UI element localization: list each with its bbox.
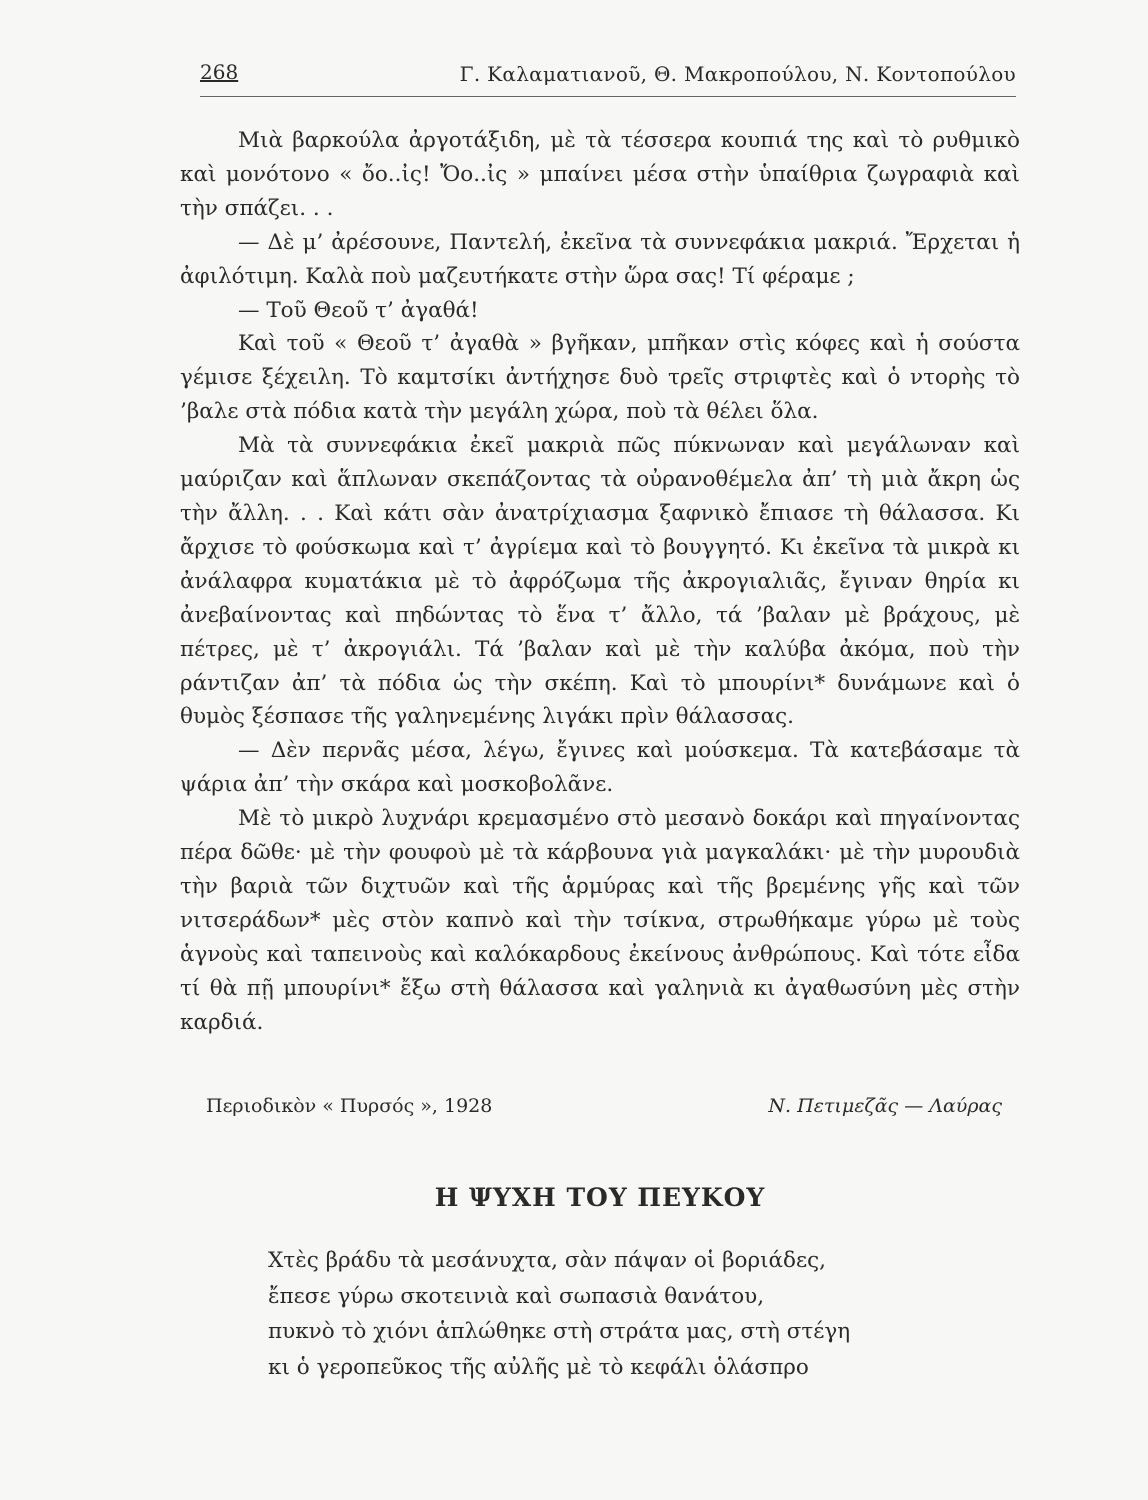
prose-section: [180, 124, 1020, 1039]
paragraph: Καὶ τοῦ « Θεοῦ τ’ ἀγαθὰ » βγῆκαν, μπῆκαν στὶς κόφες καὶ ἡ σούστα γέμισε ξέχειλη. Τὸ καμτσίκι ἀντήχησε δυὸ τρεῖς στριφτὲς καὶ ὁ ντορὴς τὸ ’βαλε στὰ πόδια κατὰ τὴν μεγάλη χώρα, ποὺ τὰ θέλει ὅλα.: [180, 331, 1020, 425]
page-header: [200, 60, 1016, 97]
poem-title: Η ΨΥΧΗ ΤΟΥ ΠΕΥΚΟΥ: [434, 1183, 766, 1212]
paragraph: — Τοῦ Θεοῦ τ’ ἀγαθά!: [238, 297, 479, 323]
page-number: 268: [200, 60, 239, 84]
running-head: Γ. Καλαματιανοῦ, Θ. Μακροπούλου, Ν. Κοντοπούλου: [459, 62, 1016, 86]
paragraph: Μὲ τὸ μικρὸ λυχνάρι κρεμασμένο στὸ μεσανὸ δοκάρι καὶ πηγαίνοντας πέρα δῶθε· μὲ τὴν φουφοὺ μὲ τὰ κάρβουνα γιὰ μαγκαλάκι· μὲ τὴν μυρουδιὰ τὴν βαριὰ τῶν διχτυῶν καὶ τῆς ἁρμύρας καὶ τῆς βρεμένης γῆς καὶ τῶν νιτσεράδων* μὲς στὸν καπνὸ καὶ τὴν τσίκνα, στρωθήκαμε γύρω μὲ τοὺς ἁγνοὺς καὶ ταπεινοὺς καὶ καλόκαρδους ἐκείνους ἀνθρώπους. Καὶ τότε εἶδα τί θὰ πῇ μπουρίνι* ἔξω στὴ θάλασσα καὶ γαληνιὰ κι ἀγαθωσύνη μὲς στὴν καρδιά.: [180, 806, 1020, 1035]
poem-line: πυκνὸ τὸ χιόνι ἁπλώθηκε στὴ στράτα μας, στὴ στέγη: [268, 1319, 851, 1344]
paragraph: Μιὰ βαρκούλα ἀργοτάξιδη, μὲ τὰ τέσσερα κουπιά της καὶ τὸ ρυθμικὸ καὶ μονότονο « ὄο..ἰς! Ὄο..ἰς » μπαίνει μέσα στὴν ὑπαίθρια ζωγραφιὰ καὶ τὴν σπάζει. . .: [180, 128, 1020, 221]
paragraph: — Δὲν περνᾶς μέσα, λέγω, ἔγινες καὶ μούσκεμα. Τὰ κατεβάσαμε τὰ ψάρια ἀπ’ τὴν σκάρα καὶ μοσκοβολᾶνε.: [180, 738, 1020, 798]
paragraph: Μὰ τὰ συννεφάκια ἐκεῖ μακριὰ πῶς πύκνωναν καὶ μεγάλωναν καὶ μαύριζαν καὶ ἅπλωναν σκεπάζοντας τὰ οὐρανοθέμελα ἀπ’ τὴ μιὰ ἄκρη ὡς τὴν ἄλλη. . . Καὶ κάτι σὰν ἀνατρίχιασμα ξαφνικὸ ἔπιασε τὴ θάλασσα. Κι ἄρχισε τὸ φούσκωμα καὶ τ’ ἀγρίεμα καὶ τὸ βουγγητό. Κι ἐκεῖνα τὰ μικρὰ κι ἀνάλαφρα κυματάκια μὲ τὸ ἀφρόζωμα τῆς ἀκρογιαλιᾶς, ἔγιναν θηρία κι ἀνεβαίνοντας καὶ πηδώντας τὸ ἕνα τ’ ἄλλο, τά ’βαλαν μὲ βράχους, μὲ πέτρες, μὲ τ’ ἀκρογιάλι. Τά ’βαλαν καὶ μὲ τὴν καλύβα ἀκόμα, ποὺ τὴν ράντιζαν ἀπ’ τὰ πόδια ὡς τὴν σκέπη. Καὶ τὸ μπουρίνι* δυνάμωνε καὶ ὁ θυμὸς ξέσπασε τῆς γαληνεμένης λιγάκι πρὶν θάλασσας.: [180, 433, 1020, 730]
author-name: Ν. Πετιμεζᾶς — Λαύρας: [768, 1095, 1002, 1117]
poem: [268, 1243, 1008, 1385]
paragraph: — Δὲ μ’ ἀρέσουνε, Παντελή, ἐκεῖνα τὰ συννεφάκια μακριά. Ἔρχεται ἡ ἀφιλότιμη. Καλὰ ποὺ μαζευτήκατε στὴν ὥρα σας! Τί φέραμε ;: [180, 229, 1020, 289]
poem-line: Χτὲς βράδυ τὰ μεσάνυχτα, σὰν πάψαν οἱ βοριάδες,: [268, 1248, 827, 1273]
poem-line: κι ὁ γεροπεῦκος τῆς αὐλῆς μὲ τὸ κεφάλι ὁλάσπρο: [268, 1354, 809, 1380]
source-citation: Περιοδικὸν « Πυρσός », 1928: [206, 1095, 493, 1117]
poem-line: ἔπεσε γύρω σκοτεινιὰ καὶ σωπασιὰ θανάτου,: [268, 1283, 765, 1309]
attribution: [206, 1095, 1002, 1125]
